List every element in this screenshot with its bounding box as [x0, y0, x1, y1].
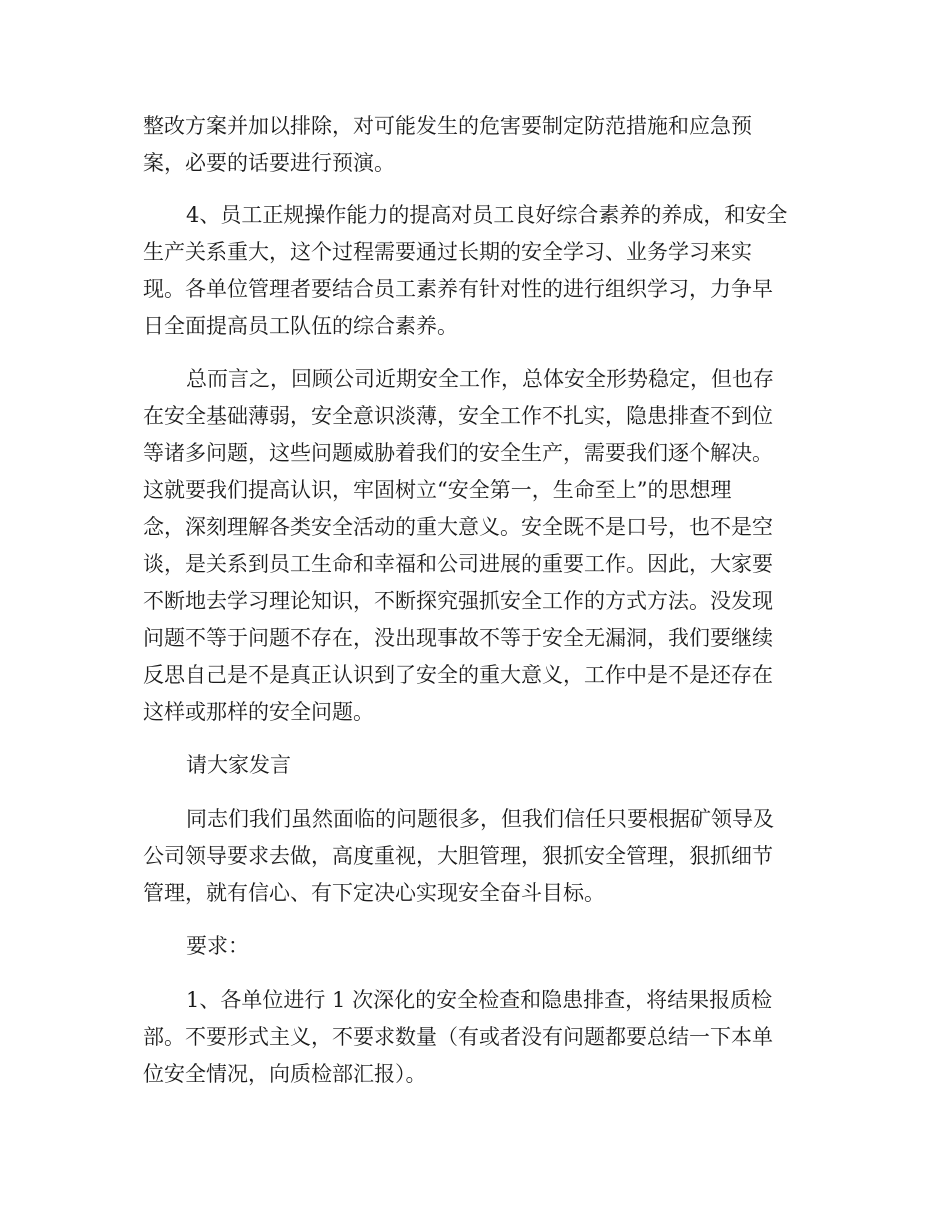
paragraph-5-line-1: 同志们我们虽然面临的问题很多，但我们信任只要根据矿领导及 — [186, 807, 774, 831]
paragraph-1-line-2: 案，必要的话要进行预演。 — [143, 151, 395, 175]
paragraph-3-line-2: 在安全基础薄弱，安全意识淡薄，安全工作不扎实，隐患排查不到位 — [143, 404, 773, 428]
paragraph-3-line-5: 念，深刻理解各类安全活动的重大意义。安全既不是口号，也不是空 — [143, 515, 773, 539]
paragraph-5-line-3: 管理，就有信心、有下定决心实现安全奋斗目标。 — [143, 881, 605, 905]
paragraph-3-line-4: 这就要我们提高认识，牢固树立“安全第一，生命至上”的思想理 — [143, 478, 732, 502]
paragraph-6-line-1: 要求： — [186, 934, 249, 958]
paragraph-3-line-3: 等诸多问题，这些问题威胁着我们的安全生产，需要我们逐个解决。 — [143, 441, 773, 465]
paragraph-1-line-1: 整改方案并加以排除，对可能发生的危害要制定防范措施和应急预 — [143, 114, 752, 138]
paragraph-7-line-1: 1、各单位进行 1 次深化的安全检查和隐患排查，将结果报质检 — [186, 988, 773, 1012]
paragraph-7-line-3: 位安全情况，向质检部汇报）。 — [143, 1062, 427, 1086]
paragraph-3-line-10: 这样或那样的安全问题。 — [143, 700, 374, 724]
paragraph-3-line-1: 总而言之，回顾公司近期安全工作，总体安全形势稳定，但也存 — [186, 367, 774, 391]
paragraph-3-line-8: 问题不等于问题不存在，没出现事故不等于安全无漏洞，我们要继续 — [143, 626, 773, 650]
paragraph-2-line-1: 4、员工正规操作能力的提高对员工良好综合素养的养成，和安全 — [186, 203, 788, 227]
paragraph-2-line-2: 生产关系重大，这个过程需要通过长期的安全学习、业务学习来实 — [143, 240, 752, 264]
paragraph-5-line-2: 公司领导要求去做，高度重视，大胆管理，狠抓安全管理，狠抓细节 — [143, 844, 773, 868]
paragraph-7-line-2: 部。不要形式主义，不要求数量（有或者没有问题都要总结一下本单 — [143, 1025, 773, 1049]
paragraph-3-line-9: 反思自己是不是真正认识到了安全的重大意义，工作中是不是还存在 — [143, 663, 773, 687]
paragraph-2-line-3: 现。各单位管理者要结合员工素养有针对性的进行组织学习，力争早 — [143, 277, 773, 301]
paragraph-2-line-4: 日全面提高员工队伍的综合素养。 — [143, 314, 458, 338]
paragraph-4-line-1: 请大家发言 — [186, 753, 291, 777]
paragraph-3-line-7: 不断地去学习理论知识，不断探究强抓安全工作的方式方法。没发现 — [143, 589, 773, 613]
paragraph-3-line-6: 谈，是关系到员工生命和幸福和公司进展的重要工作。因此，大家要 — [143, 552, 773, 576]
